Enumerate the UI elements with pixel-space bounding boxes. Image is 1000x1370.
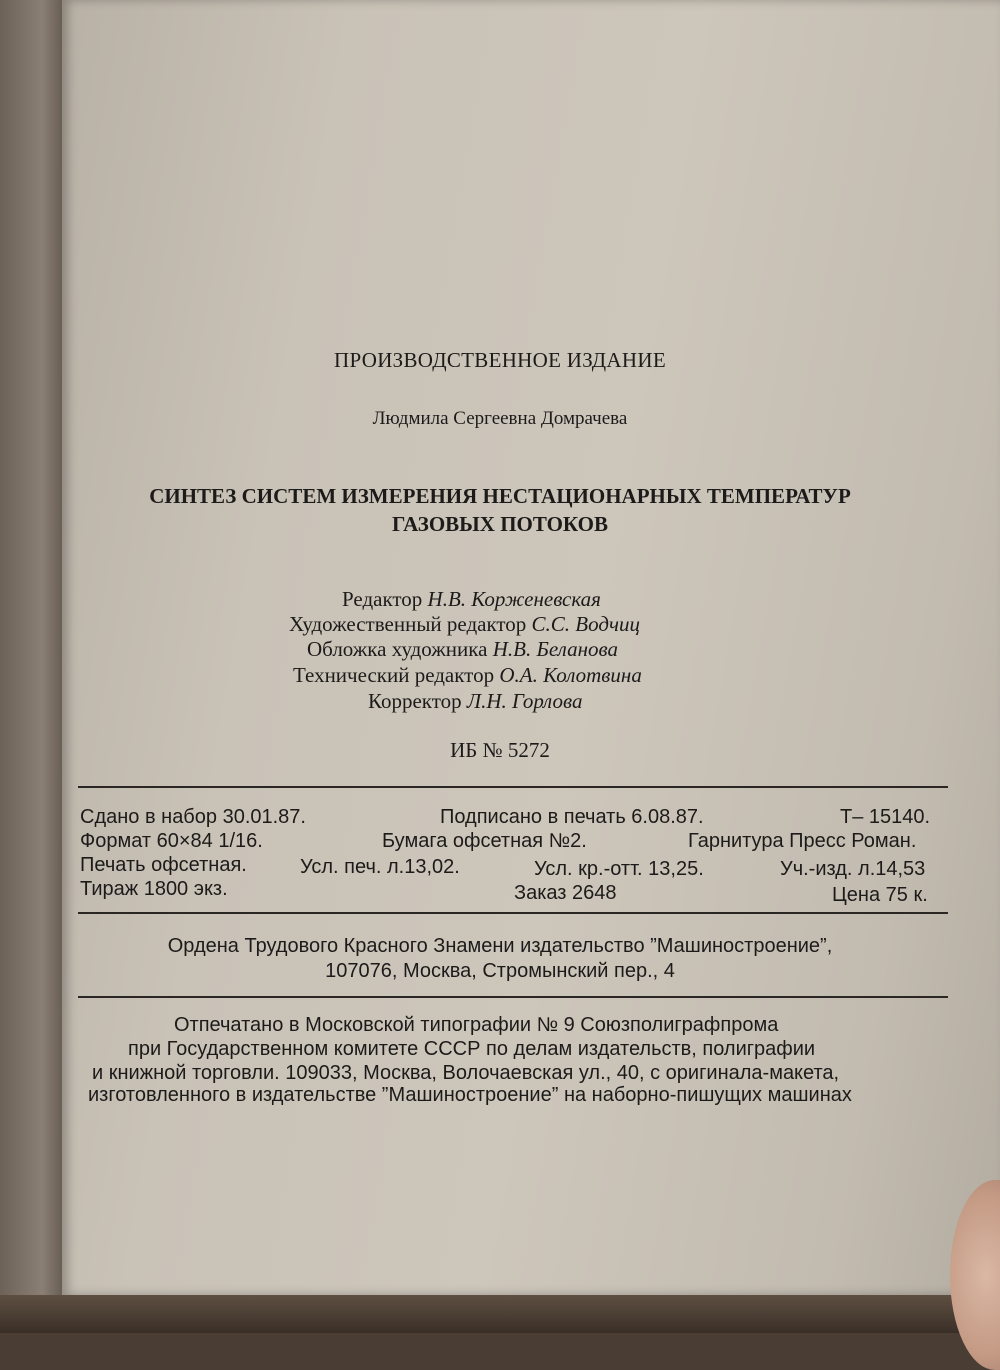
credit-role: Художественный редактор [289,612,527,636]
author-name: Людмила Сергеевна Домрачева [372,408,628,429]
edition-type: ПРОИЗВОДСТВЕННОЕ ИЗДАНИЕ [334,348,666,372]
credit-name: Н.В. Беланова [492,637,618,661]
imprint-price: Цена 75 к. [832,884,928,906]
imprint-format: Формат 60×84 1/16. [80,830,263,852]
imprint-signed: Подписано в печать 6.08.87. [440,806,704,828]
printer-line-3: и книжной торговли. 109033, Москва, Волочаевская ул., 40, с оригинала-макета, [92,1062,840,1084]
imprint-print-run: Тираж 1800 экз. [80,878,228,900]
credit-art-editor [289,612,640,637]
credit-name: Л.Н. Горлова [466,689,583,713]
credit-role: Корректор [368,689,462,713]
credit-cover-artist [307,637,618,662]
background-surface [0,1295,1000,1333]
rule-top [78,786,948,788]
credit-editor [342,587,601,612]
imprint-sent-to-set: Сдано в набор 30.01.87. [80,806,306,828]
ib-number: ИБ № 5272 [450,738,550,762]
imprint-print-sheets: Усл. печ. л.13,02. [300,856,460,878]
imprint-print-method: Печать офсетная. [80,854,247,876]
publisher-line-2: 107076, Москва, Стромынский пер., 4 [325,960,675,982]
imprint-order-code: Т– 15140. [840,806,931,828]
credit-name: С.С. Водчиц [531,612,641,636]
title-line-1: СИНТЕЗ СИСТЕМ ИЗМЕРЕНИЯ НЕСТАЦИОНАРНЫХ ТЕМПЕРАТУР [149,484,851,508]
credit-tech-editor [293,663,642,688]
imprint-typeface: Гарнитура Пресс Роман. [688,830,917,852]
printer-line-1: Отпечатано в Московской типографии № 9 Союзполиграфпрома [174,1014,779,1036]
credit-role: Обложка художника [307,637,488,661]
imprint-color-prints: Усл. кр.-отт. 13,25. [534,858,704,880]
credit-name: Н.В. Корженевская [427,587,601,611]
printer-line-2: при Государственном комитете СССР по делам издательств, полиграфии [128,1038,816,1060]
rule-bottom [78,996,948,998]
book-title [0,482,1000,538]
left-page-edge [0,0,70,1333]
rule-middle [78,912,948,914]
credit-role: Технический редактор [293,663,495,687]
credit-name: О.А. Колотвина [499,663,642,687]
credit-proofreader [368,689,582,714]
imprint-publisher-sheets: Уч.-изд. л.14,53 [780,858,926,880]
title-line-2: ГАЗОВЫХ ПОТОКОВ [392,512,608,536]
publisher-line-1: Ордена Трудового Красного Знамени издательство ”Машиностроение”, [167,935,833,957]
credit-role: Редактор [342,587,423,611]
imprint-order: Заказ 2648 [514,882,617,904]
imprint-paper: Бумага офсетная №2. [382,830,587,852]
printer-line-4: изготовленного в издательстве ”Машиностроение” на наборно-пишущих машинах [88,1084,852,1106]
